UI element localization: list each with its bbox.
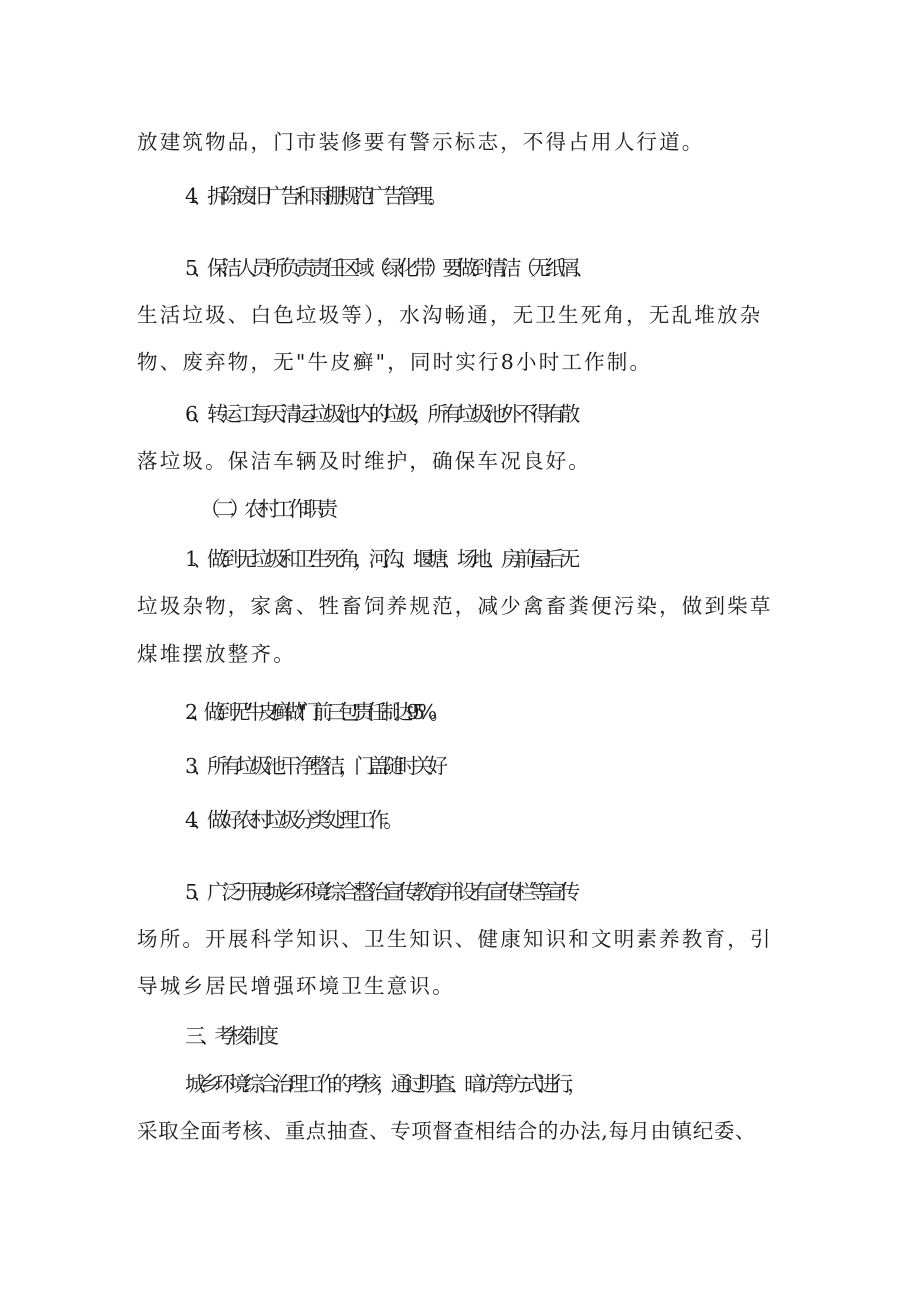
paragraph-line: 生活垃圾、白色垃圾等），水沟畅通，无卫生死角，无乱堆放杂 (137, 303, 763, 327)
paragraph-line: 2、做到无"牛皮癣做"门前三包"责任制达95%。 (185, 700, 443, 724)
paragraph-line: 6、转运工每天清运垃圾池内的垃圾，所有垃圾池外不得有散 (185, 402, 575, 426)
paragraph-line: 3、所有垃圾池干净整洁，门盖随时关好 (185, 754, 443, 778)
paragraph-line: 放建筑物品，门市装修要有警示标志，不得占用人行道。 (137, 130, 705, 154)
paragraph-line: 导城乡居民增强环境卫生意识。 (137, 974, 455, 998)
paragraph-line: 场所。开展科学知识、卫生知识、健康知识和文明素养教育，引 (137, 927, 773, 951)
section-heading: （二）农村工作职责 (200, 497, 333, 521)
paragraph-line: 4、拆除废旧广告和雨棚规范广告管理。 (185, 184, 443, 208)
paragraph-line: 1、做到无垃圾和卫生死角，河沟、堰塘、场地、房前屋后无 (185, 547, 575, 571)
paragraph-line: 落垃圾。保洁车辆及时维护，确保车况良好。 (137, 449, 591, 473)
paragraph-line: 5、广泛开展城乡环境综合整治宣传教育并设有宣传栏等宣传 (185, 880, 575, 904)
paragraph-line: 煤堆摆放整齐。 (137, 642, 296, 666)
paragraph-line: 4、做好农村垃圾分类处理工作。 (185, 808, 399, 832)
paragraph-line: 5、保洁人员所负责责任区域（绿化带）要做到清洁（无纸屑、 (185, 256, 590, 280)
paragraph-line: 城乡环境综合治理工作的考核，通过明查、暗访等方式进行， (185, 1072, 582, 1096)
paragraph-line: 物、废弃物，无"牛皮癣"，同时实行8小时工作制。 (137, 350, 653, 374)
paragraph-line: 采取全面考核、重点抽查、专项督查相结合的办法,每月由镇纪委、 (137, 1119, 757, 1143)
paragraph-line: 垃圾杂物，家禽、牲畜饲养规范，减少禽畜粪便污染，做到柴草 (137, 594, 773, 618)
section-heading: 三、考核制度 (185, 1024, 274, 1048)
